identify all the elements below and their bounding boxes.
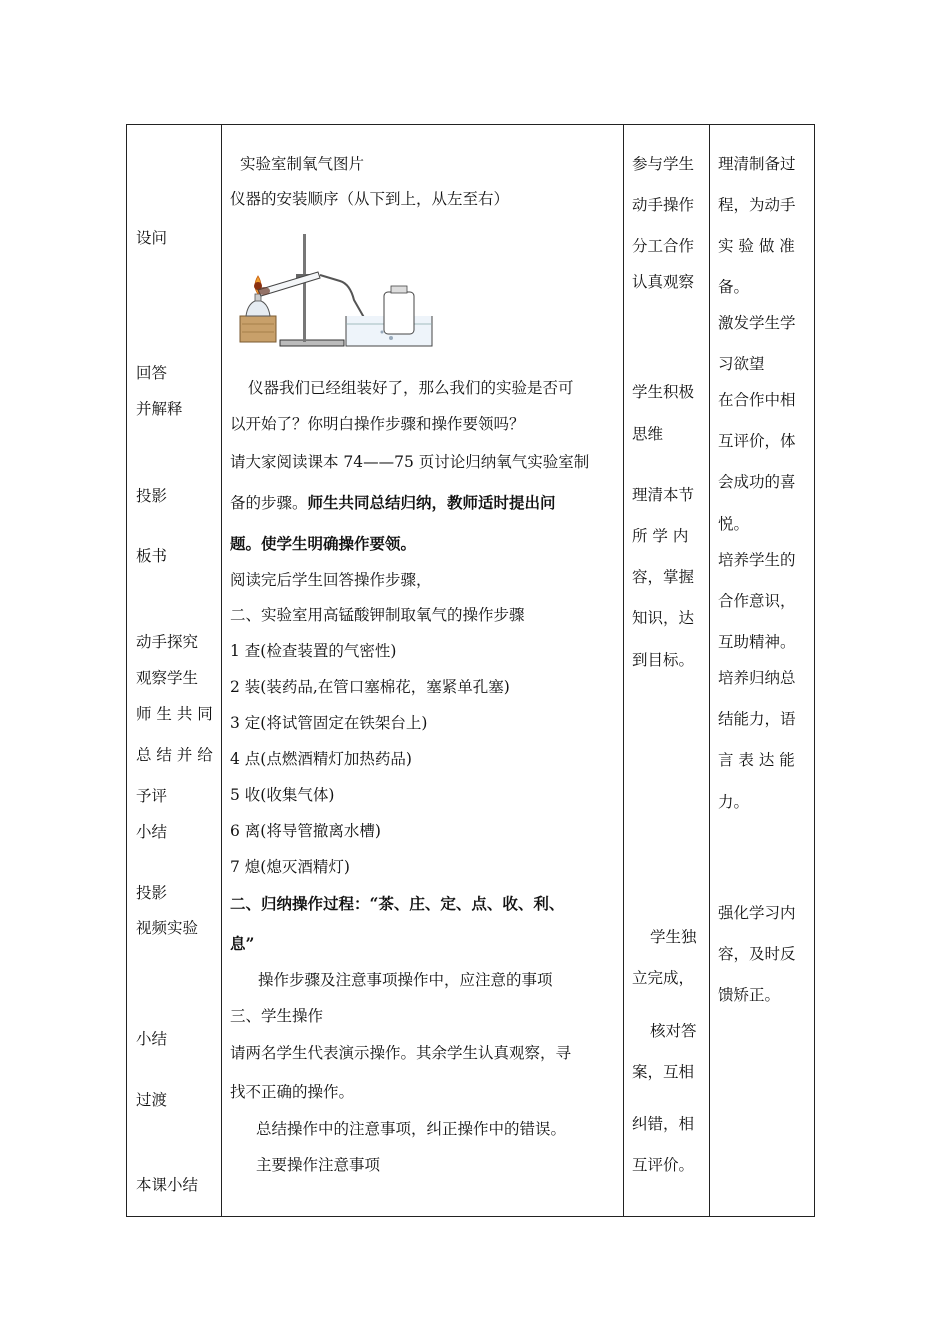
method-label: 设问 [136,229,168,247]
method-label: 过渡 [136,1091,168,1109]
design-intent: 合作意识， [718,592,796,610]
method-label: 师 生 共 同 [136,705,213,723]
paragraph-line: 阅读完后学生回答操作步骤， [230,571,432,589]
design-intent: 容，及时反 [718,945,796,963]
design-intent: 言 表 达 能 [718,751,795,769]
student-activity: 认真观察 [632,273,695,291]
summary-line-bold: 息” [230,934,255,953]
install-order: 仪器的安装顺序（从下到上，从左至右） [230,190,510,208]
design-intent: 力。 [718,793,750,811]
paragraph-line: 总结操作中的注意事项，纠正操作中的错误。 [256,1120,567,1138]
design-intent: 培养学生的 [718,551,796,569]
step-item: 3 定(将试管固定在铁架台上) [230,714,428,732]
paragraph-bold-text: 师生共同总结归纳，教师适时提出问 [307,493,556,512]
paragraph-line: 请两名学生代表演示操作。其余学生认真观察，寻 [230,1044,572,1062]
method-label: 小结 [136,1030,168,1048]
student-activity: 学生积极 [632,383,695,401]
student-activity: 学生独 [650,928,697,946]
design-intent: 程，为动手 [718,196,796,214]
student-activity: 理清本节 [632,486,695,504]
student-activity: 纠错，相 [632,1115,695,1133]
student-activity: 分工合作 [632,237,695,255]
design-intent: 培养归纳总 [718,669,796,687]
design-intent: 结能力，语 [718,710,796,728]
image-caption: 实验室制氧气图片 [240,155,365,173]
column-divider [221,124,222,1217]
paragraph-line: 请大家阅读课本 74——75 页讨论归纳氧气实验室制 [230,453,590,471]
design-intent: 互助精神。 [718,633,796,651]
step-item: 6 离(将导管撤离水槽) [230,822,381,840]
paragraph-text: 备的步骤。 [230,494,308,512]
method-label: 投影 [136,487,168,505]
design-intent: 实 验 做 准 [718,237,795,255]
section-heading: 三、学生操作 [230,1007,324,1025]
oxygen-apparatus-illustration [236,220,436,350]
student-activity: 容，掌握 [632,568,695,586]
method-label: 视频实验 [136,919,199,937]
design-intent: 互评价，体 [718,432,796,450]
student-activity: 参与学生 [632,155,695,173]
student-activity: 动手操作 [632,196,695,214]
student-activity: 到目标。 [632,651,695,669]
column-divider [623,124,624,1217]
method-label: 回答 [136,364,168,382]
design-intent: 习欲望 [718,355,765,373]
student-activity: 案，互相 [632,1063,695,1081]
step-item: 1 查(检查装置的气密性) [230,642,397,660]
design-intent: 理清制备过 [718,155,796,173]
design-intent: 馈矫正。 [718,986,781,1004]
paragraph-line-bold: 题。使学生明确操作要领。 [230,534,417,553]
student-activity: 所 学 内 [632,527,689,545]
column-divider [709,124,710,1217]
method-label: 小结 [136,823,168,841]
design-intent: 在合作中相 [718,391,796,409]
design-intent: 激发学生学 [718,314,796,332]
design-intent: 备。 [718,278,750,296]
method-label: 本课小结 [136,1176,199,1194]
student-activity: 互评价。 [632,1156,695,1174]
student-activity: 思维 [632,425,664,443]
method-label: 并解释 [136,400,183,418]
paragraph-line: 主要操作注意事项 [256,1156,381,1174]
method-label: 板书 [136,547,168,565]
summary-line-bold: 二、归纳操作过程：“茶、庄、定、点、收、利、 [230,894,565,913]
method-label: 总 结 并 给 [136,746,213,764]
paragraph-line: 操作步骤及注意事项操作中，应注意的事项 [258,971,553,989]
step-item: 2 装(装药品,在管口塞棉花，塞紧单孔塞) [230,678,510,696]
method-label: 动手探究 [136,633,199,651]
method-label: 观察学生 [136,669,199,687]
step-item: 4 点(点燃酒精灯加热药品) [230,750,412,768]
method-label: 予评 [136,787,168,805]
paragraph-line: 找不正确的操作。 [230,1083,355,1101]
design-intent: 强化学习内 [718,904,796,922]
method-label: 投影 [136,884,168,902]
design-intent: 悦。 [718,515,750,533]
step-item: 7 熄(熄灭酒精灯) [230,858,350,876]
section-heading: 二、实验室用高锰酸钾制取氧气的操作步骤 [230,606,525,624]
student-activity: 立完成， [632,969,695,987]
paragraph-line: 仪器我们已经组装好了，那么我们的实验是否可 [248,379,574,397]
paragraph-line: 以开始了？你明白操作步骤和操作要领吗？ [230,415,525,433]
student-activity: 核对答 [650,1022,697,1040]
paragraph-line [230,493,556,513]
student-activity: 知识，达 [632,609,695,627]
design-intent: 会成功的喜 [718,473,796,491]
step-item: 5 收(收集气体) [230,786,335,804]
